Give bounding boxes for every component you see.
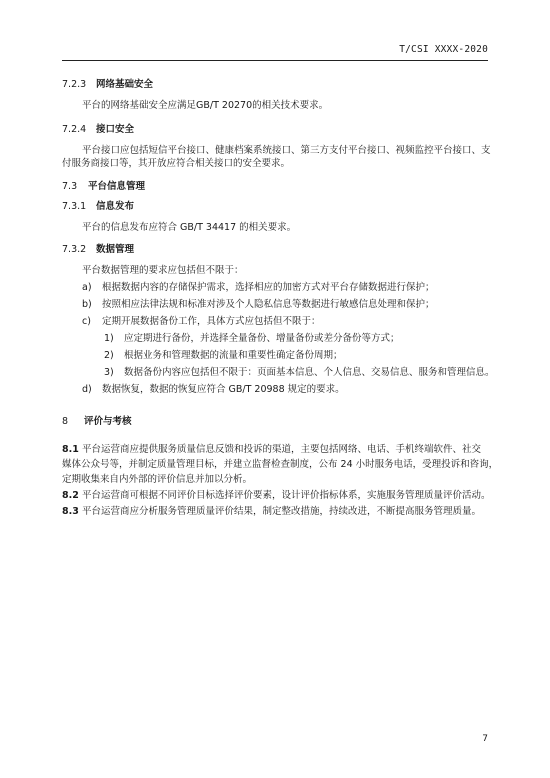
sub-list-item (104, 332, 400, 345)
section-number: 7.2.4 (62, 124, 87, 135)
page-number: 7 (482, 734, 488, 744)
list-marker: 2) (104, 350, 114, 361)
paragraph: 平台数据管理的要求应包括但不限于： (82, 265, 244, 276)
list-text: 数据备份内容应包括但不限于：页面基本信息、个人信息、交易信息、服务和管理信息。 (124, 367, 495, 378)
heading-7-3 (62, 180, 145, 193)
list-marker: c) (82, 316, 91, 327)
list-text: 根据数据内容的存储保护需求，选择相应的加密方式对平台存储数据进行保护； (102, 282, 435, 293)
list-text: 定期开展数据备份工作，具体方式应包括但不限于： (102, 316, 321, 327)
document-code: T/CSI XXXX-2020 (399, 44, 488, 55)
heading-7-2-3 (62, 78, 153, 91)
section-number: 7.3 (62, 181, 78, 192)
section-title: 信息发布 (96, 201, 135, 212)
list-marker: 1) (104, 333, 114, 344)
heading-7-3-2 (62, 243, 134, 256)
paragraph-line: 平台接口应包括短信平台接口、健康档案系统接口、第三方支付平台接口、视频监控平台接口、支 (82, 145, 491, 156)
clause-text: 平台运营商应提供服务质量信息反馈和投诉的渠道，主要包括网络、电话、手机终端软件、社交 (82, 444, 482, 455)
heading-7-2-4 (62, 123, 134, 136)
list-text: 数据恢复，数据的恢复应符合 GB/T 20988 规定的要求。 (102, 384, 345, 395)
list-marker: b) (82, 299, 92, 310)
section-title: 网络基础安全 (96, 79, 154, 90)
section-number: 7.2.3 (62, 79, 87, 90)
paragraph-line: 付服务商接口等，其开放应符合相关接口的安全要求。 (62, 158, 291, 169)
section-title: 接口安全 (96, 124, 135, 135)
heading-8 (62, 415, 132, 428)
clause-text-line: 定期收集来自内外部的评价信息并加以分析。 (62, 474, 253, 485)
section-number: 7.3.2 (62, 244, 87, 255)
heading-7-3-1 (62, 200, 134, 213)
section-title: 评价与考核 (84, 416, 132, 427)
list-item (82, 298, 435, 311)
clause-8-2 (62, 489, 491, 502)
clause-8-3 (62, 505, 481, 518)
section-number: 8 (62, 416, 69, 427)
sub-list-item (104, 349, 343, 362)
clause-number: 8.2 (62, 490, 79, 501)
clause-8-1 (62, 443, 481, 456)
list-text: 应定期进行备份，并选择全量备份、增量备份或差分备份等方式； (124, 333, 400, 344)
list-marker: d) (82, 384, 92, 395)
section-number: 7.3.1 (62, 201, 87, 212)
list-marker: 3) (104, 367, 114, 378)
list-item (82, 281, 435, 294)
clause-text: 平台运营商应分析服务管理质量评价结果，制定整改措施，持续改进，不断提高服务管理质量。 (82, 506, 482, 517)
paragraph: 平台的信息发布应符合 GB/T 34417 的相关要求。 (82, 222, 297, 233)
clause-text: 平台运营商可根据不同评价目标选择评价要素，设计评价指标体系，实施服务管理质量评价活动。 (82, 490, 491, 501)
clause-number: 8.1 (62, 444, 79, 455)
list-item (82, 383, 345, 396)
paragraph: 平台的网络基础安全应满足GB/T 20270的相关技术要求。 (82, 100, 329, 111)
clause-text-line: 媒体公众号等，并制定质量管理目标，并建立监督检查制度，公布 24 小时服务电话，受理投诉和咨询， (62, 459, 499, 470)
header-rule (62, 60, 488, 61)
section-title: 平台信息管理 (88, 181, 146, 192)
list-item (82, 315, 321, 328)
list-marker: a) (82, 282, 92, 293)
section-title: 数据管理 (96, 244, 135, 255)
list-text: 根据业务和管理数据的流量和重要性确定备份周期； (124, 350, 343, 361)
clause-number: 8.3 (62, 506, 79, 517)
list-text: 按照相应法律法规和标准对涉及个人隐私信息等数据进行敏感信息处理和保护； (102, 299, 435, 310)
sub-list-item (104, 366, 495, 379)
